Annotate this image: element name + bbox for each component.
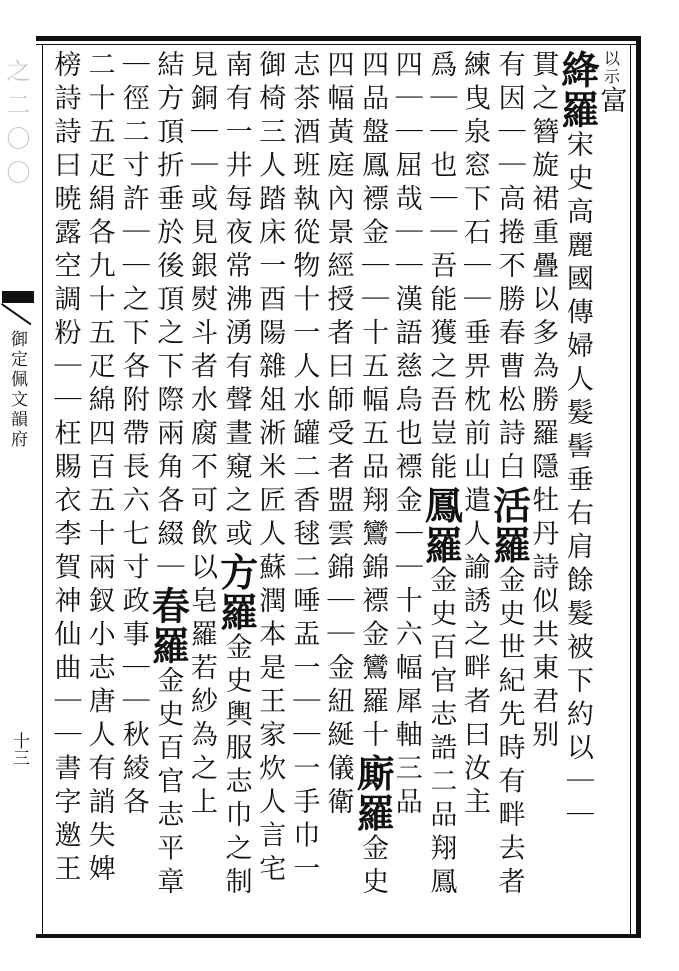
text-column-content xyxy=(554,50,600,834)
text-column-content xyxy=(486,50,532,901)
text-segment: 遣人諭誘之畔者曰汝主 xyxy=(458,485,490,821)
text-column-content xyxy=(213,50,259,901)
small-note: 以示 xyxy=(601,50,621,86)
text-segment: 四幅黃庭內景經授者曰師受者盟雲錦｜｜金紐綖 xyxy=(322,50,354,754)
text-column xyxy=(321,50,355,930)
entry-heading: 鳳羅 xyxy=(418,485,464,566)
text-segment: 爲｜｜也｜｜吾能獲之吾豈能 xyxy=(425,50,457,486)
faded-margin-text: 之二〇〇 xyxy=(2,58,30,194)
text-segment: 金史世紀先時有畔去者 xyxy=(493,565,525,901)
text-segment: 四品盤鳳褾金｜｜十五幅五品翔鸞錦褾金鸞羅十 xyxy=(357,50,389,754)
text-column-content xyxy=(458,50,490,821)
text-column xyxy=(486,50,532,930)
text-columns xyxy=(48,50,628,930)
text-column xyxy=(418,50,464,930)
text-segment: 金史百官志誥二品翔鳳 xyxy=(425,565,457,901)
text-column-content xyxy=(49,50,81,888)
text-segment: 以皂羅若紗為之上 xyxy=(185,552,217,821)
text-column xyxy=(594,50,628,930)
text-column-content xyxy=(83,50,115,888)
text-column xyxy=(554,50,600,930)
entry-heading: 方羅 xyxy=(213,552,259,633)
text-column xyxy=(213,50,259,930)
text-segment: 儀衛 xyxy=(322,753,354,821)
text-segment: 金史輿服志巾之制 xyxy=(220,632,252,901)
frame-border-bottom xyxy=(36,934,640,938)
text-segment: 金史百官志平章 xyxy=(152,666,184,901)
frame-border-left xyxy=(42,44,43,934)
entry-heading: 活羅 xyxy=(486,485,532,566)
text-column xyxy=(116,50,150,930)
entry-heading: 絳羅 xyxy=(554,50,600,130)
text-column xyxy=(253,50,287,930)
frame-border-top xyxy=(36,36,640,41)
text-column-content xyxy=(322,50,354,821)
text-segment: 褾金｜｜十六幅犀軸三品 xyxy=(390,452,422,821)
text-segment: ｜徑二寸許｜｜之下各附帶長六七寸 xyxy=(117,50,149,586)
text-column-content xyxy=(288,50,320,888)
text-segment: 政事｜｜秋綾各 xyxy=(117,586,149,821)
text-column xyxy=(82,50,116,930)
text-column xyxy=(48,50,82,930)
text-segment: 富 xyxy=(595,86,627,120)
text-column-content xyxy=(595,50,627,120)
text-column-content xyxy=(527,50,559,754)
text-column-content xyxy=(145,50,191,901)
text-segment: 結方頂折垂於後頂之下際兩角各綴｜ xyxy=(152,50,184,586)
text-segment: 御椅三人踏床一酉陽雜俎淅米匠人蘇潤本是王家炊人言宅 xyxy=(254,50,286,888)
text-column xyxy=(287,50,321,930)
text-column-content xyxy=(117,50,149,821)
text-segment: 有因｜｜高捲不勝春曹松詩白 xyxy=(493,50,525,486)
text-segment: 志茶酒班執從物十一人水罐二香毬二唾盂一｜｜一手巾一 xyxy=(288,50,320,888)
text-segment: 二十五疋絹各九十五疋綿四百五十兩釵小志唐人有誚失婢 xyxy=(83,50,115,888)
text-segment: 練曳泉窓下石｜｜垂畀枕前山 xyxy=(458,50,490,486)
text-segment: 貫之簪旋裙重疊以多為勝羅隱牡丹詩似共東君别 xyxy=(527,50,559,754)
text-segment: 見銅｜｜或見銀熨斗者水腐不可飲 xyxy=(185,50,217,553)
page-number: 十三 xyxy=(9,732,29,766)
text-column xyxy=(184,50,218,930)
text-column xyxy=(145,50,191,930)
entry-heading: 廝羅 xyxy=(350,753,396,834)
frame-border-top-inner xyxy=(36,44,640,45)
text-segment: 四｜｜屈哉｜｜漢語慈烏也 xyxy=(390,50,422,452)
text-segment: 榜詩詩曰暁露空調粉｜｜枉賜衣李賀神仙曲｜｜書字邀王 xyxy=(49,50,81,888)
text-segment: 南有一井每夜常沸湧有聲晝窺之或 xyxy=(220,50,252,553)
text-column-content xyxy=(350,50,396,901)
book-title: 御定佩文韻府 xyxy=(7,330,27,450)
fishtail-mark xyxy=(2,291,34,303)
text-column-content xyxy=(254,50,286,888)
text-column-content xyxy=(418,50,464,901)
frame-border-right-inner xyxy=(630,44,631,934)
fishtail-mark-line xyxy=(1,303,32,325)
text-column-content xyxy=(390,50,422,821)
text-segment: 宋史高麗國傳婦人髮髻垂右肩餘髮被下約以｜｜ xyxy=(561,130,593,834)
entry-heading: 春羅 xyxy=(145,586,191,666)
text-column xyxy=(350,50,396,930)
text-segment: 金史 xyxy=(357,833,389,901)
frame-border-right xyxy=(636,36,641,938)
text-column-content xyxy=(185,50,217,821)
